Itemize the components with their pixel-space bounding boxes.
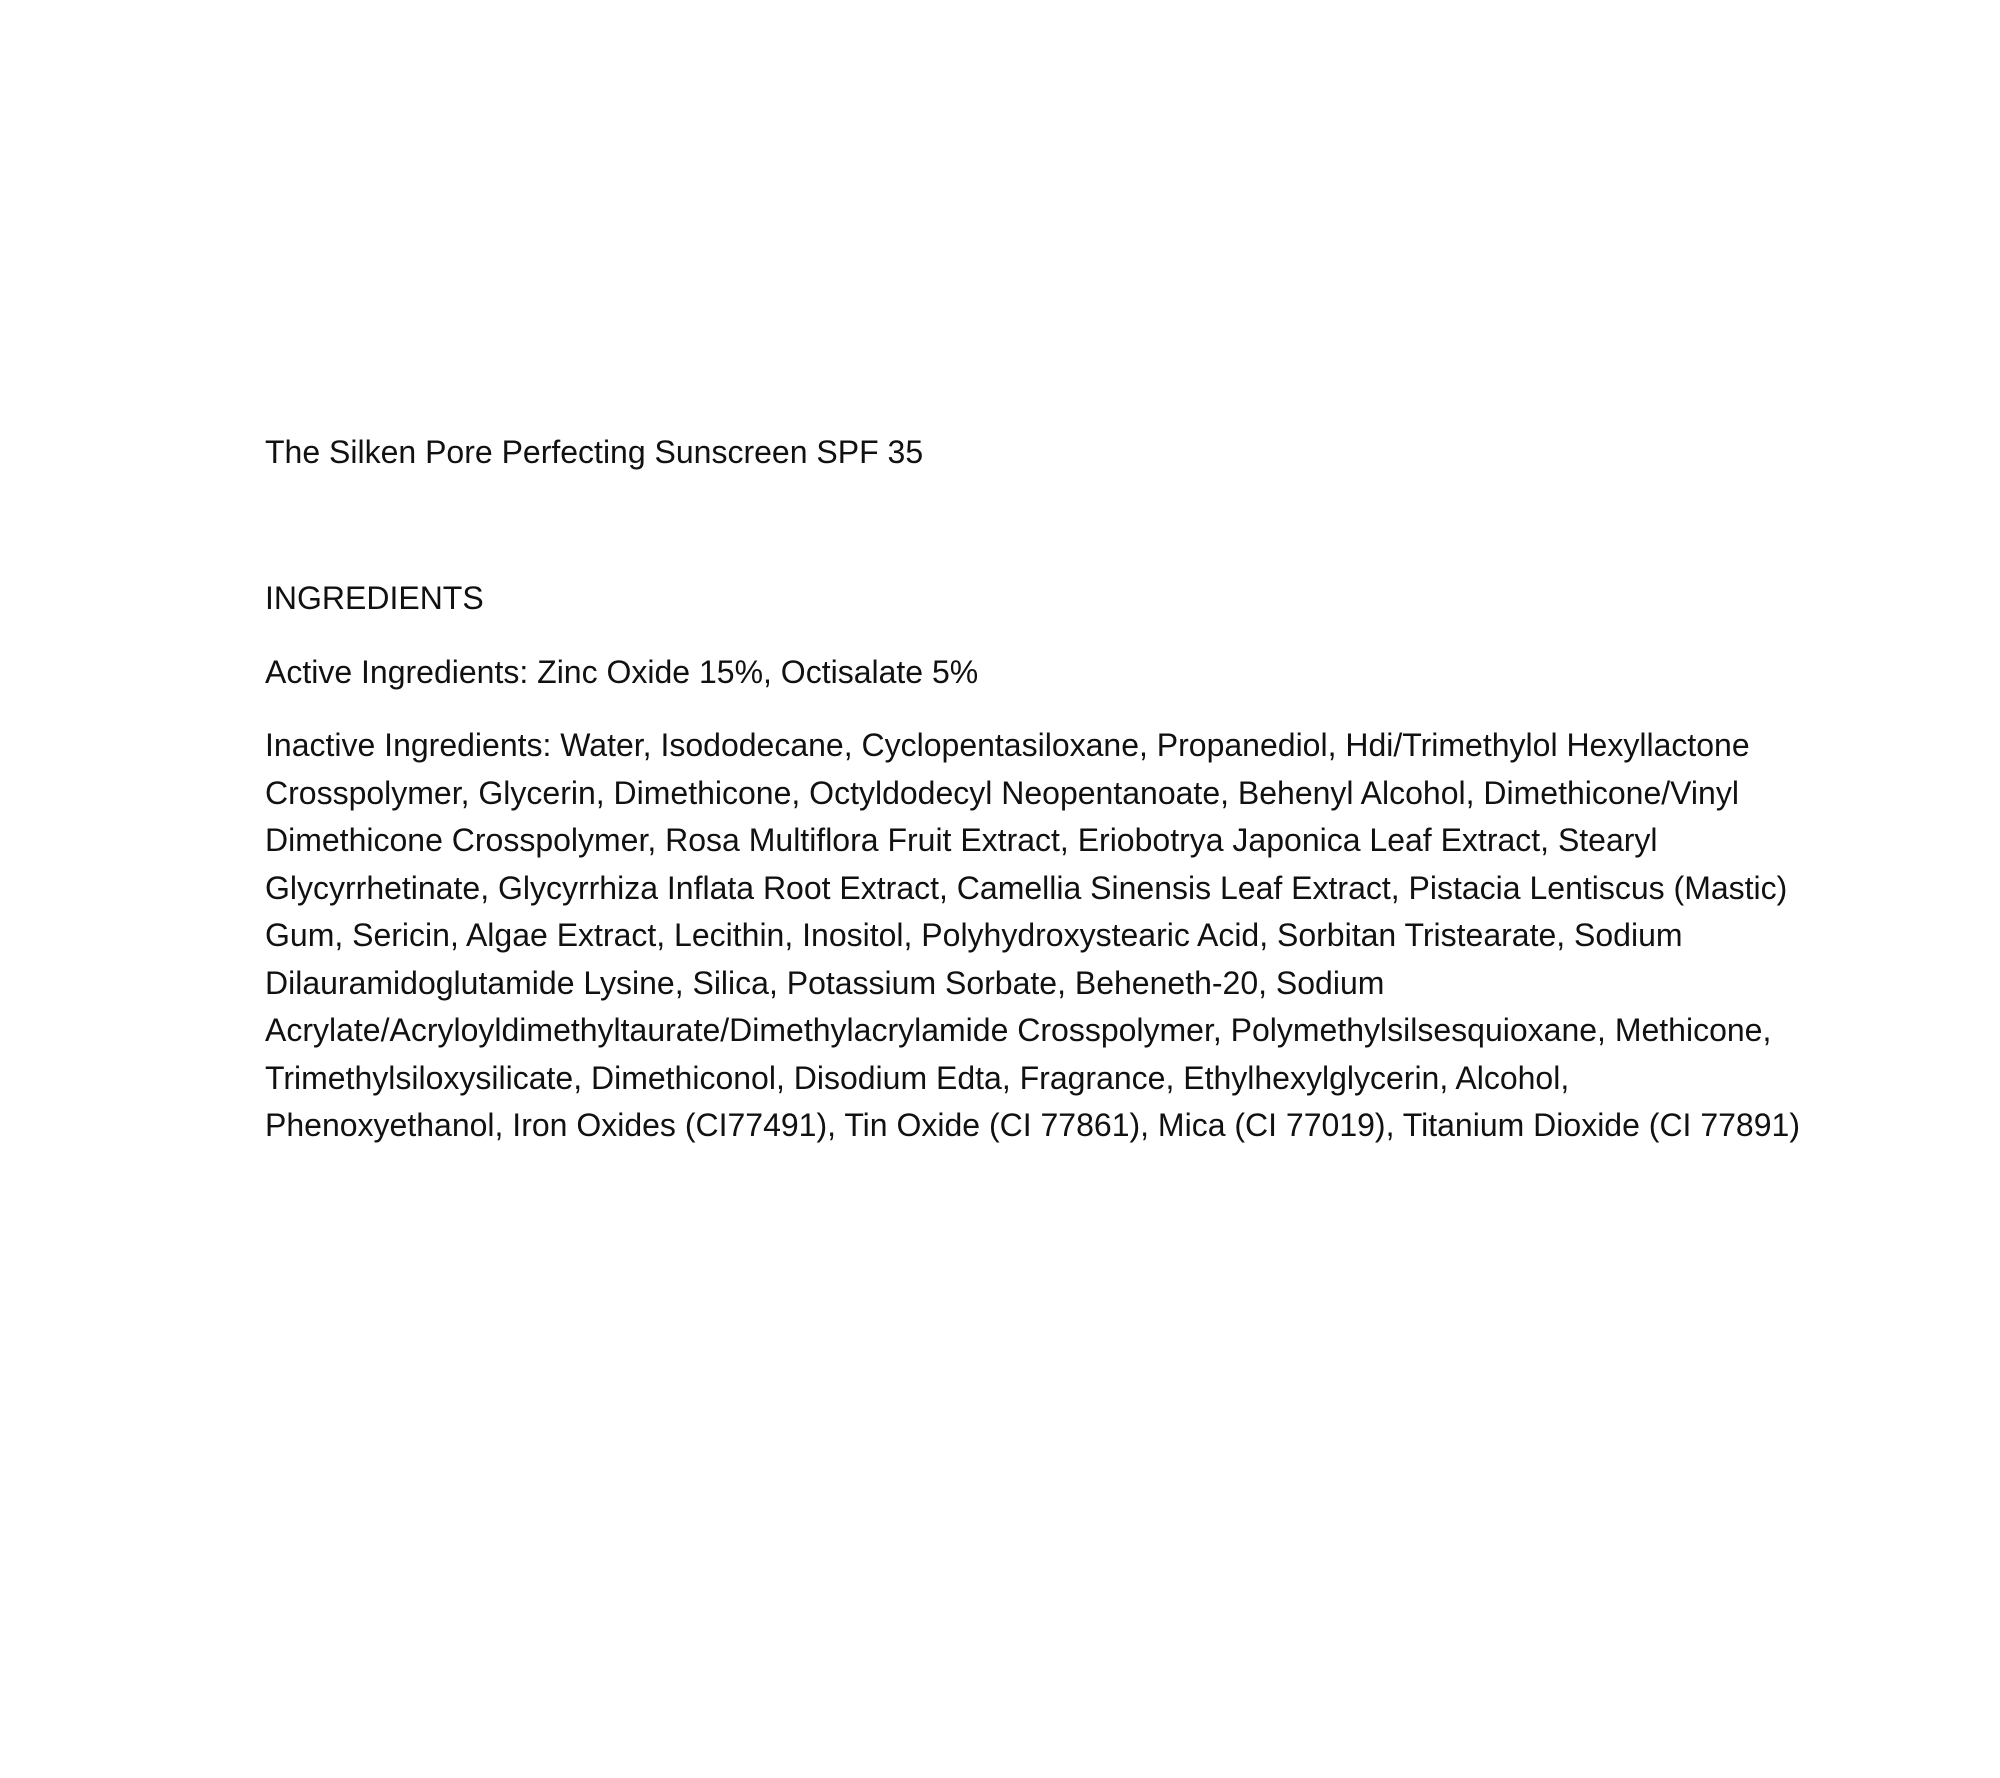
document-body bbox=[265, 428, 1805, 1150]
active-ingredients-text: Active Ingredients: Zinc Oxide 15%, Octisalate 5% bbox=[265, 654, 979, 690]
inactive-ingredients-text: Inactive Ingredients: Water, Isododecane, Cyclopentasiloxane, Propanediol, Hdi/Trimethylol Hexyllactone Crosspolymer, Glycerin, Dimethicone, Octyldodecyl Neopentanoate, Behenyl Alcohol, Dimethicone/Vinyl Dimethicone Crosspolymer, Rosa Multiflora Fruit Extract, Eriobotrya Japonica Leaf Extract, Stearyl Glycyrrhetinate, Glycyrrhiza Inflata Root Extract, Camellia Sinensis Leaf Extract, Pistacia Lentiscus (Mastic) Gum, Sericin, Algae Extract, Lecithin, Inositol, Polyhydroxystearic Acid, Sorbitan Tristearate, Sodium Dilauramidoglutamide Lysine, Silica, Potassium Sorbate, Beheneth-20, Sodium Acrylate/Acryloyldimethyltaurate/Dimethylacrylamide Crosspolymer, Polymethylsilsesquioxane, Methicone, Trimethylsiloxysilicate, Dimethiconol, Disodium Edta, Fragrance, Ethylhexylglycerin, Alcohol, Phenoxyethanol, Iron Oxides (CI77491), Tin Oxide (CI 77861), Mica (CI 77019), Titanium Dioxide (CI 77891) bbox=[265, 727, 1800, 1143]
ingredients-heading: INGREDIENTS bbox=[265, 580, 484, 616]
product-title: The Silken Pore Perfecting Sunscreen SPF 35 bbox=[265, 434, 924, 470]
